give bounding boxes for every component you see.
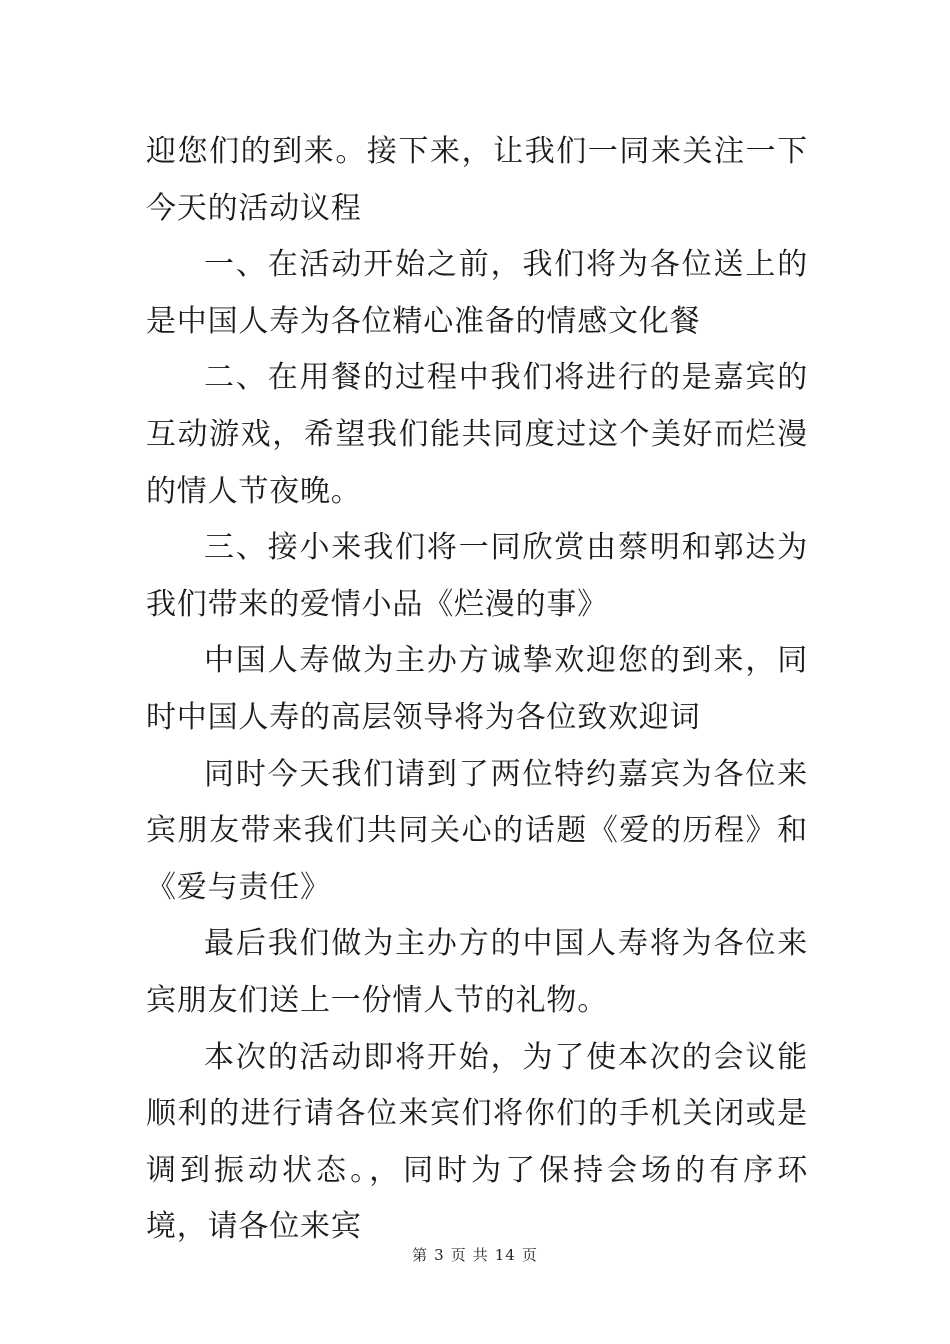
footer-current-page: 3 <box>434 1246 445 1264</box>
footer-prefix: 第 <box>412 1246 429 1264</box>
paragraph: 三、接小来我们将一同欣赏由蔡明和郭达为我们带来的爱情小品《烂漫的事》 <box>146 530 808 622</box>
paragraph: 本次的活动即将开始，为了使本次的会议能顺利的进行请各位来宾们将你们的手机关闭或是调到振动状态。，同时为了保持会场的有序环境，请各位来宾 <box>146 1039 808 1245</box>
footer-page-word: 页 <box>450 1246 467 1264</box>
footer-total-prefix: 共 <box>472 1246 489 1264</box>
paragraph: 同时今天我们请到了两位特约嘉宾为各位来宾朋友带来我们共同关心的话题《爱的历程》和《爱与责任》 <box>146 756 808 905</box>
paragraph: 二、在用餐的过程中我们将进行的是嘉宾的互动游戏，希望我们能共同度过这个美好而烂漫的情人节夜晚。 <box>146 360 808 509</box>
paragraph: 一、在活动开始之前，我们将为各位送上的是中国人寿为各位精心准备的情感文化餐 <box>146 247 808 339</box>
paragraph: 最后我们做为主办方的中国人寿将为各位来宾朋友们送上一份情人节的礼物。 <box>146 926 808 1018</box>
footer-total-pages: 14 <box>494 1246 516 1264</box>
footer-suffix: 页 <box>521 1246 538 1264</box>
paragraph: 中国人寿做为主办方诚挚欢迎您的到来，同时中国人寿的高层领导将为各位致欢迎词 <box>146 643 808 735</box>
document-body <box>146 124 808 1256</box>
paragraph: 迎您们的到来。接下来，让我们一同来关注一下今天的活动议程 <box>146 134 808 226</box>
page-footer <box>0 1244 950 1265</box>
